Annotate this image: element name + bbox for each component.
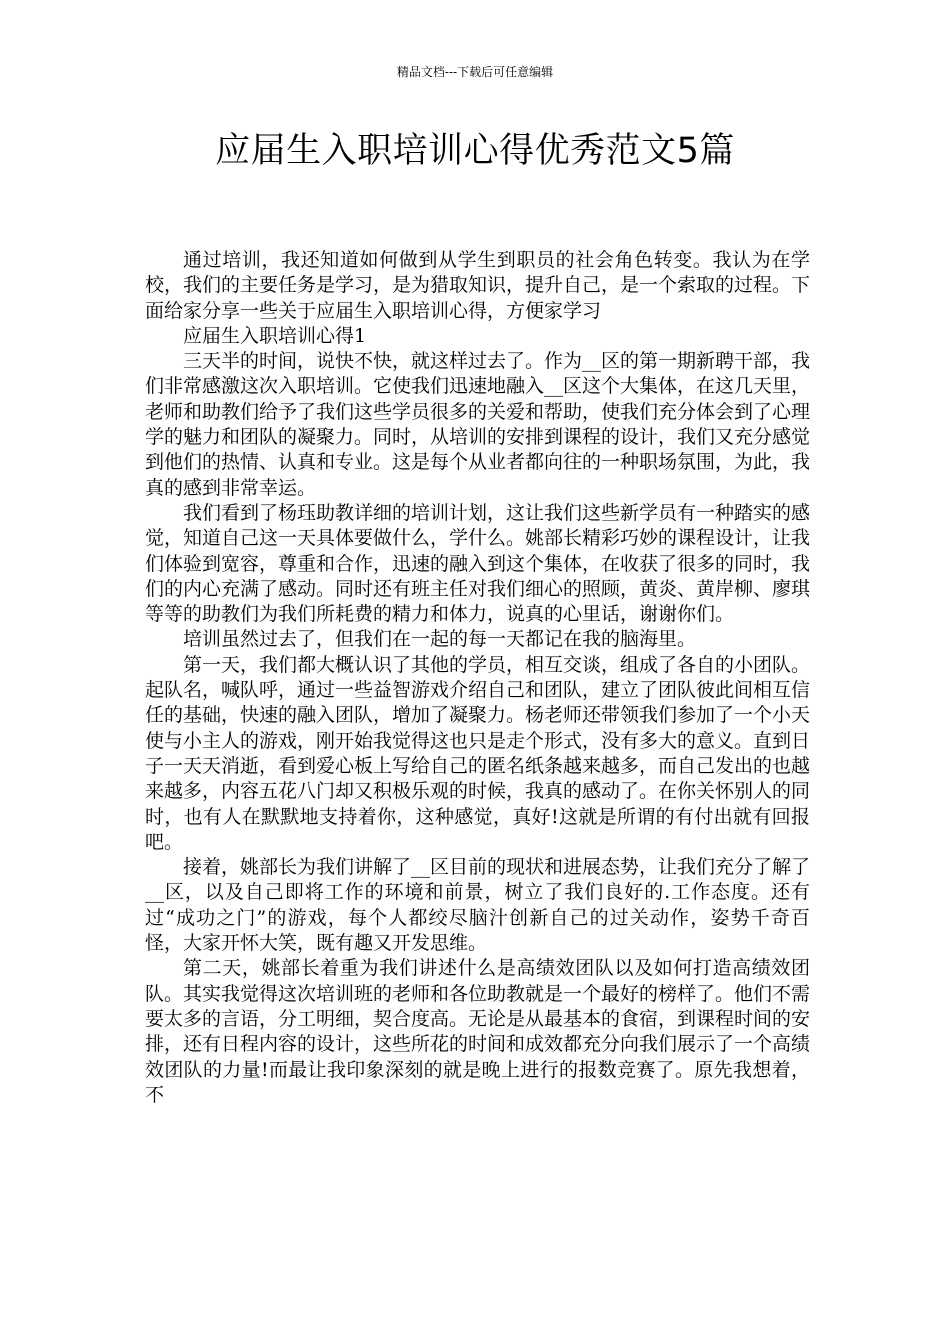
paragraph: 第一天，我们都大概认识了其他的学员，相互交谈，组成了各自的小团队。起队名，喊队呼，通过一些益智游戏介绍自己和团队，建立了团队彼此间相互信任的基础，快速的融入团队，增加了凝聚力。杨老师还带领我们参加了一个小天使与小主人的游戏，刚开始我觉得这也只是走个形式，没有多大的意义。直到日子一天天消逝，看到爱心板上写给自己的匿名纸条越来越多，而自己发出的也越来越多，内容五花八门却又积极乐观的时候，我真的感动了。在你关怀别人的同时，也有人在默默地支持着你，这种感觉，真好!这就是所谓的有付出就有回报吧。 [145, 653, 811, 853]
paragraph: 第二天，姚部长着重为我们讲述什么是高绩效团队以及如何打造高绩效团队。其实我觉得这次培训班的老师和各位助教就是一个最好的榜样了。他们不需要太多的言语，分工明细，契合度高。无论是从最基本的食宿，到课程时间的安排，还有日程内容的设计，这些所花的时间和成效都充分向我们展示了一个高绩效团队的力量!而最让我印象深刻的就是晚上进行的报数竞赛了。原先我想着，不 [145, 957, 811, 1106]
paragraph-intro: 通过培训，我还知道如何做到从学生到职员的社会角色转变。我认为在学校，我们的主要任务是学习，是为猎取知识，提升自己，是一个索取的过程。下面给家分享一些关于应届生入职培训心得，方便家学习 [145, 249, 811, 322]
paragraph: 我们看到了杨珏助教详细的培训计划，这让我们这些新学员有一种踏实的感觉，知道自己这一天具体要做什么，学什么。姚部长精彩巧妙的课程设计，让我们体验到宽容，尊重和合作，迅速的融入到这个集体，在收获了很多的同时，我们的内心充满了感动。同时还有班主任对我们细心的照顾，黄炎、黄岸柳、廖琪等等的助教们为我们所耗费的精力和体力，说真的心里话，谢谢你们。 [145, 501, 811, 626]
paragraph: 培训虽然过去了，但我们在一起的每一天都记在我的脑海里。 [183, 628, 697, 651]
document-body [145, 248, 810, 1108]
paragraph: 三天半的时间，说快不快，就这样过去了。作为__区的第一期新聘干部，我们非常感激这次入职培训。它使我们迅速地融入__区这个大集体，在这几天里，老师和助教们给予了我们这些学员很多的关爱和帮助，使我们充分体会到了心理学的魅力和团队的凝聚力。同时，从培训的安排到课程的设计，我们又充分感觉到他们的热情、认真和专业。这是每个从业者都向往的一种职场氛围，为此，我真的感到非常幸运。 [145, 350, 811, 499]
document-title: 应届生入职培训心得优秀范文5篇 [215, 131, 735, 171]
paragraph: 接着，姚部长为我们讲解了__区目前的现状和进展态势，让我们充分了解了__区，以及自己即将工作的环境和前景，树立了我们良好的.工作态度。还有过“成功之门”的游戏，每个人都绞尽脑汁创新自己的过关动作，姿势千奇百怪，大家开怀大笑，既有趣又开发思维。 [145, 856, 811, 955]
section-heading: 应届生入职培训心得1 [183, 324, 367, 347]
header-note: 精品文档---下载后可任意编辑 [396, 65, 554, 79]
